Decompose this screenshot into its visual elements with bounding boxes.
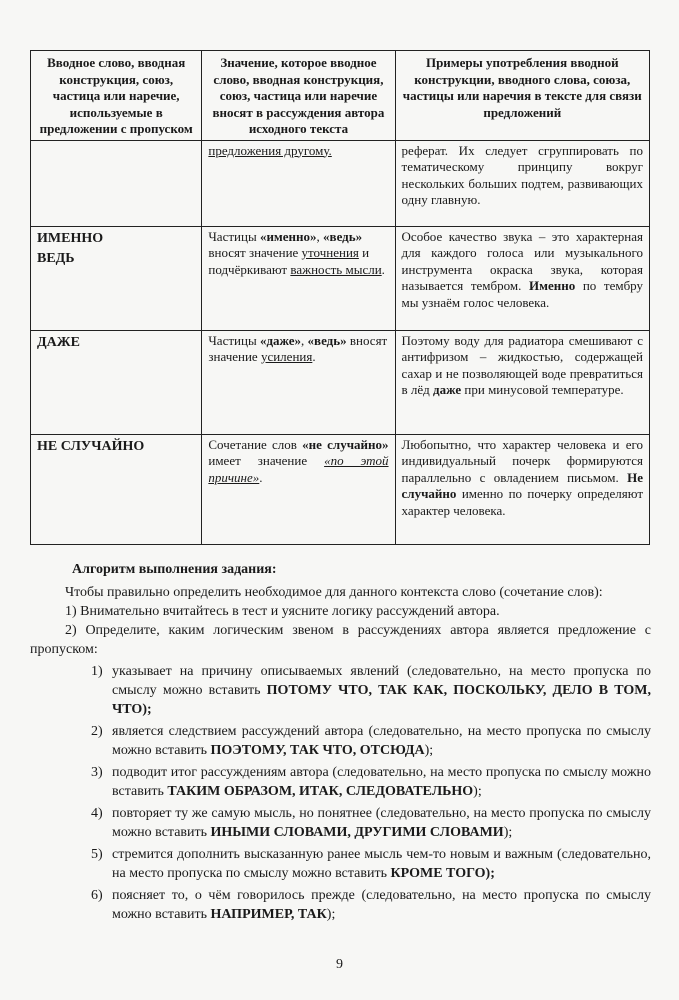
table-cell-example: реферат. Их следует сгруппировать по тематическому принципу вокруг нескольких больших подтем, развивающих одну главную. [395,140,649,226]
meaning-text: и подчёркивают [208,245,370,277]
meaning-term: «по этой причине» [208,453,389,485]
quoted-word: «ведь» [307,332,347,348]
paragraph: Чтобы правильно определить необходимое для данного контекста слово (сочетание слов): [65,585,603,600]
table-cell-connective [31,434,202,544]
list-item-number: 2) [91,724,103,739]
quoted-word: «именно» [259,228,317,244]
example-text: по тембру мы узнаём голос человека. [401,278,644,310]
meaning-text: , [316,228,324,244]
table-header-connective: Вводное слово, вводная конструкция, союз, частица или наречие, используемые в предложении с пропуском [31,51,202,141]
example-text: Любопытно, что характер человека и его индивидуальный почерк формируются параллельно с овладением письмом. [401,436,643,485]
keyword-ne-sluchaino: НЕ СЛУЧАЙНО [37,438,145,454]
connectives-table [30,50,650,545]
example-keyword: даже [433,382,462,397]
list-item-keywords: ИНЫМИ СЛОВАМИ, ДРУГИМИ СЛОВАМИ [210,825,504,840]
meaning-text: , [301,332,308,348]
list-item-number: 4) [91,806,103,821]
list-item-number: 5) [91,847,103,862]
meaning-text: имеет значение [208,453,325,468]
table-header-examples: Примеры употребления вводной конструкции, вводного слова, союза, частицы или наречия в тексте для связи предложений [395,51,649,141]
list-item-keywords: ТАКИМ ОБРАЗОМ, ИТАК, СЛЕДОВАТЕЛЬНО [167,784,474,799]
meaning-text: Сочетание слов [208,436,303,452]
meaning-text: вносят значение [208,245,302,260]
table-cell-meaning [202,330,395,434]
table-row [31,330,650,434]
list-item-text: является следствием рассуждений автора (следовательно, на место пропуска по смыслу можно вставить [112,724,651,758]
table-cell-connective [31,226,202,330]
list-item-text: стремится дополнить высказанную ранее мысль чем-то новым и важным (следовательно, на место пропуска по смыслу можно вставить [112,847,651,881]
table-cell-meaning [202,226,395,330]
example-text: именно по почерку определяют характер человека. [401,486,643,518]
list-item-tail: ); [326,907,336,922]
list-item-tail: ); [424,743,434,758]
table-cell-example [395,226,649,330]
table-row [31,140,650,226]
list-item-keywords: КРОМЕ ТОГО); [390,866,495,881]
paragraph: 1) Внимательно вчитайтесь в тест и уясните логику рассуждений автора. [65,604,500,619]
quoted-word: «не случайно» [302,436,389,452]
table-row [31,226,650,330]
meaning-text: Частицы [208,332,260,348]
list-item-number: 1) [91,664,103,679]
table-header-row [31,51,650,141]
table-cell-meaning [202,434,395,544]
meaning-term: усиления [260,349,313,364]
list-item-number: 3) [91,765,103,780]
list-item-number: 6) [91,888,103,903]
table-cell-connective [31,330,202,434]
keyword-imenno: ИМЕННО [37,230,104,246]
algorithm-section [30,560,651,927]
table-cell-connective [31,140,202,226]
list-item-keywords: НАПРИМЕР, ТАК [210,907,327,922]
meaning-term: важность мысли [290,261,382,277]
algorithm-title: Алгоритм выполнения задания: [72,562,277,577]
meaning-text: Частицы [208,228,260,244]
page-number: 9 [336,957,343,972]
list-item-text: подводит итог рассуждениям автора (следовательно, на место пропуска по смыслу можно вставить [112,765,651,799]
list-item [30,763,651,801]
quoted-word: «даже» [259,332,302,348]
list-item [30,662,651,719]
meaning-term: уточнения [301,245,359,260]
table-cell-example [395,330,649,434]
list-item-text: поясняет то, о чём говорилось прежде (следовательно, на место пропуска по смыслу можно вставить [112,888,651,922]
list-item-keywords: ПОЭТОМУ, ТАК ЧТО, ОТСЮДА [210,743,425,758]
meaning-text: предложения другому. [208,142,332,158]
table-header-meaning: Значение, которое вводное слово, вводная конструкция, союз, частица или наречие вносят в рассуждения автора исходного текста [202,51,395,141]
list-item [30,886,651,924]
example-text: Особое качество звука – это характерная для каждого голоса или музыкального инструмента окраска звука, которая называется тембром. [401,228,643,293]
quoted-word: «ведь» [323,228,363,244]
algorithm-list [30,662,651,924]
list-item-tail: ); [473,784,482,799]
meaning-text: . [381,261,385,277]
list-item [30,845,651,883]
paragraph: 2) Определите, каким логическим звеном в рассуждениях автора является предложение с пропуском: [30,623,651,657]
table-cell-example [395,434,649,544]
list-item [30,722,651,760]
list-item-tail: ); [503,825,513,840]
meaning-text: вносят значение [208,332,388,364]
list-item-text: указывает на причину описываемых явлений (следовательно, на место пропуска по смыслу можно вставить [112,664,651,698]
keyword-dazhe: ДАЖЕ [37,334,80,350]
example-text: Поэтому воду для радиатора смешивают с антифризом – жидкостью, содержащей сахар и не позволяющей воде превратиться в лёд [401,332,643,397]
meaning-text: . [312,349,316,364]
list-item [30,804,651,842]
example-keyword: Именно [528,278,576,293]
table-cell-meaning [202,140,395,226]
keyword-ved: ВЕДЬ [37,250,75,266]
meaning-text: . [259,469,263,485]
example-keyword: Не случайно [401,469,643,501]
list-item-text: повторяет ту же самую мысль, но понятнее (следовательно, на место пропуска по смыслу можно вставить [112,806,651,840]
example-text: при минусовой температуре. [461,382,624,397]
list-item-keywords: ПОТОМУ ЧТО, ТАК КАК, ПОСКОЛЬКУ, ДЕЛО В ТОМ, ЧТО); [112,683,651,717]
table-row [31,434,650,544]
